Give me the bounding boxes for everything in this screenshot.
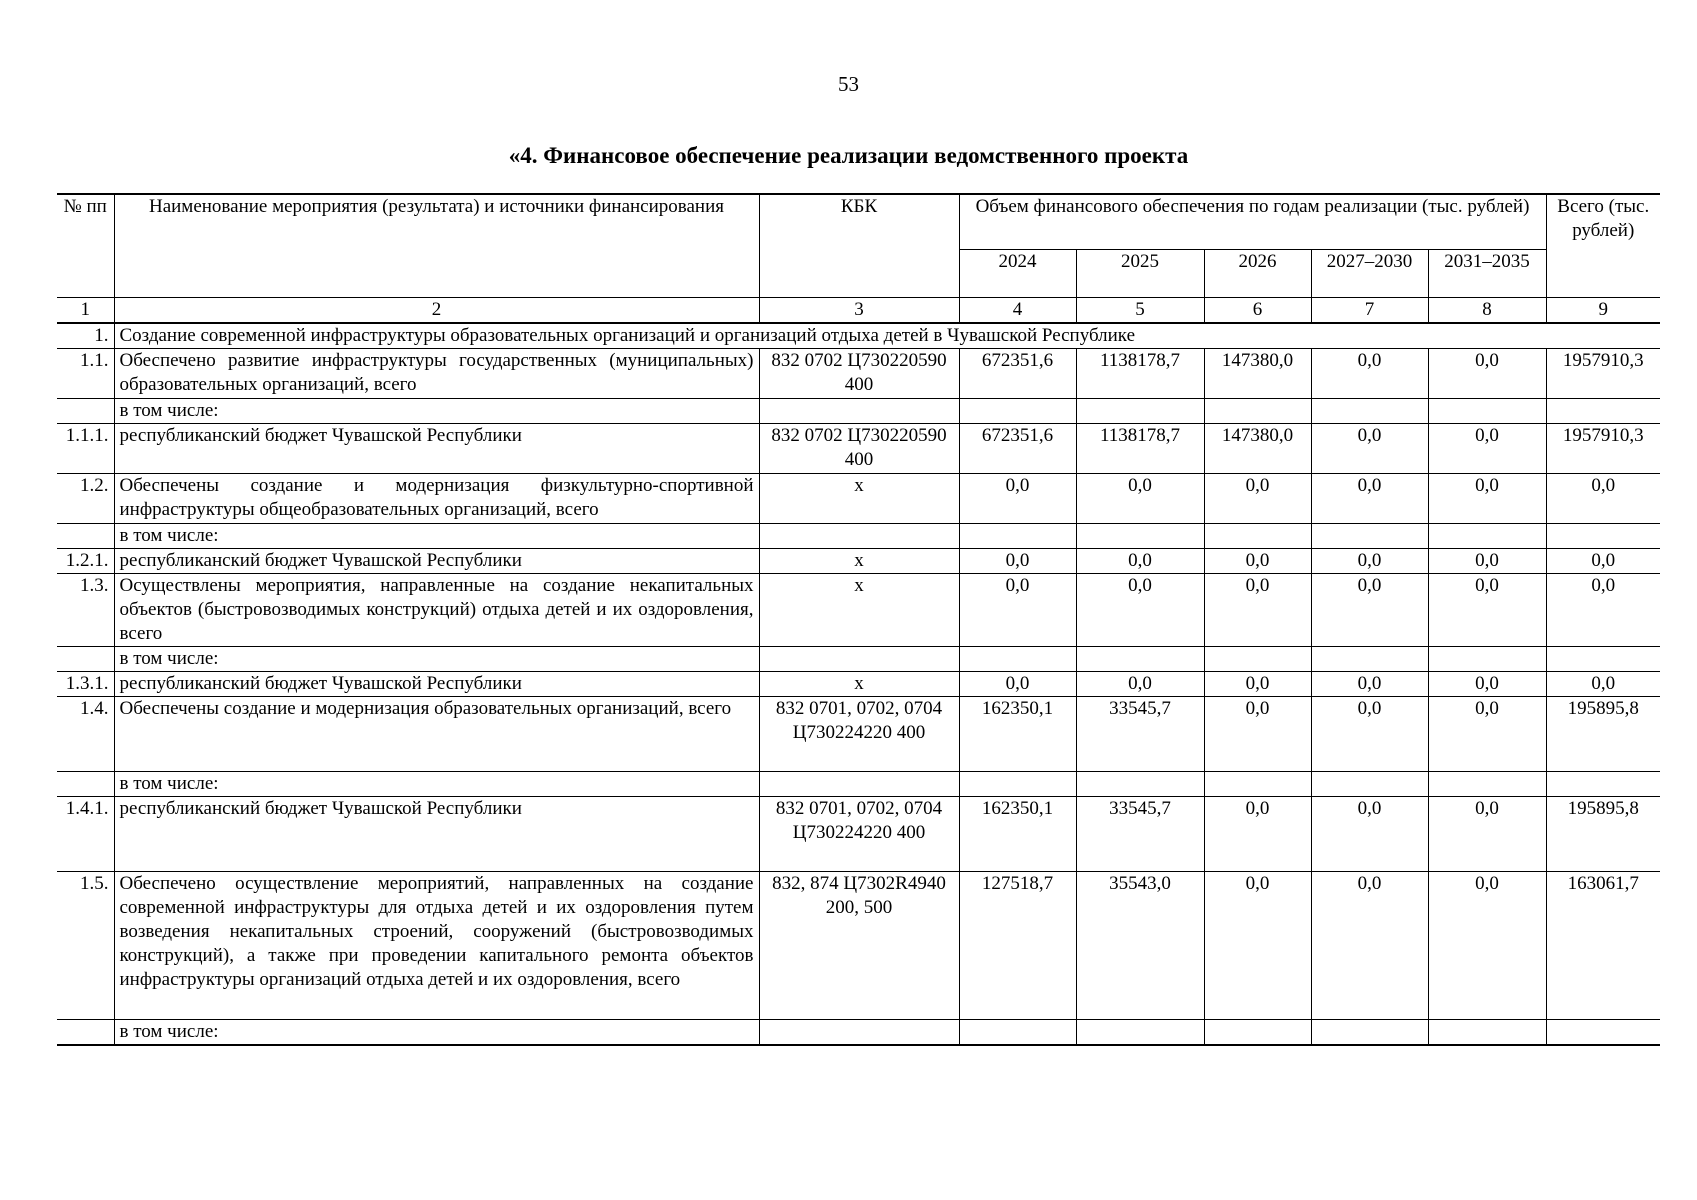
row-value-2026: 0,0: [1204, 671, 1311, 696]
row-value-2026: 0,0: [1204, 573, 1311, 646]
row-value-2026: [1204, 646, 1311, 671]
row-no: 1.1.1.: [57, 423, 114, 473]
row-value-2031-2035: 0,0: [1428, 348, 1546, 398]
table-row: [57, 1019, 1660, 1045]
row-kbk: [759, 523, 959, 548]
column-number: 8: [1428, 297, 1546, 323]
row-kbk: [759, 1019, 959, 1045]
row-value-2025: 1138178,7: [1076, 348, 1204, 398]
row-value-2026: [1204, 1019, 1311, 1045]
row-value-2025: 35543,0: [1076, 871, 1204, 1019]
row-value-2031-2035: [1428, 646, 1546, 671]
row-value-2025: 33545,7: [1076, 796, 1204, 871]
row-name: республиканский бюджет Чувашской Республики: [114, 423, 759, 473]
row-no: [57, 398, 114, 423]
row-value-2026: 0,0: [1204, 871, 1311, 1019]
row-name: республиканский бюджет Чувашской Республики: [114, 671, 759, 696]
row-kbk: 832 0702 Ц730220590 400: [759, 423, 959, 473]
row-value-2031-2035: 0,0: [1428, 548, 1546, 573]
row-no: 1.3.: [57, 573, 114, 646]
row-value-2024: 162350,1: [959, 796, 1076, 871]
row-kbk: [759, 398, 959, 423]
row-name: в том числе:: [114, 398, 759, 423]
row-value-2027-2030: 0,0: [1311, 796, 1428, 871]
row-value-2027-2030: 0,0: [1311, 671, 1428, 696]
row-no: [57, 771, 114, 796]
row-no: 1.4.: [57, 696, 114, 771]
row-total: 195895,8: [1546, 796, 1660, 871]
row-name: Обеспечены создание и модернизация физкультурно-спортивной инфраструктуры общеобразовательных организаций, всего: [114, 473, 759, 523]
header-no: № пп: [57, 194, 114, 297]
column-number: 6: [1204, 297, 1311, 323]
table-row: [57, 871, 1660, 1019]
header-year-2025: 2025: [1076, 249, 1204, 297]
header-kbk: КБК: [759, 194, 959, 297]
column-number: 3: [759, 297, 959, 323]
row-value-2024: [959, 1019, 1076, 1045]
row-value-2027-2030: [1311, 398, 1428, 423]
row-value-2024: [959, 523, 1076, 548]
row-name: Обеспечены создание и модернизация образовательных организаций, всего: [114, 696, 759, 771]
row-value-2024: 672351,6: [959, 348, 1076, 398]
header-name: Наименование мероприятия (результата) и источники финансирования: [114, 194, 759, 297]
row-value-2027-2030: 0,0: [1311, 473, 1428, 523]
row-kbk: x: [759, 573, 959, 646]
header-year-2024: 2024: [959, 249, 1076, 297]
row-value-2024: [959, 398, 1076, 423]
row-value-2025: 0,0: [1076, 473, 1204, 523]
row-value-2031-2035: [1428, 771, 1546, 796]
row-value-2024: 127518,7: [959, 871, 1076, 1019]
row-name: в том числе:: [114, 1019, 759, 1045]
row-value-2026: 0,0: [1204, 473, 1311, 523]
row-total: [1546, 398, 1660, 423]
row-total: [1546, 1019, 1660, 1045]
row-value-2024: 0,0: [959, 573, 1076, 646]
row-no: 1.5.: [57, 871, 114, 1019]
row-value-2025: 1138178,7: [1076, 423, 1204, 473]
header-year-2031-2035: 2031–2035: [1428, 249, 1546, 297]
row-total: 195895,8: [1546, 696, 1660, 771]
table-row: [57, 796, 1660, 871]
column-number: 5: [1076, 297, 1204, 323]
row-no: 1.3.1.: [57, 671, 114, 696]
row-total: 163061,7: [1546, 871, 1660, 1019]
row-value-2025: [1076, 398, 1204, 423]
table-row: [57, 398, 1660, 423]
row-value-2026: 0,0: [1204, 796, 1311, 871]
column-number: 4: [959, 297, 1076, 323]
table-row: [57, 696, 1660, 771]
row-no: 1.1.: [57, 348, 114, 398]
row-total: [1546, 771, 1660, 796]
row-total: 0,0: [1546, 573, 1660, 646]
table-row: [57, 671, 1660, 696]
row-value-2024: 0,0: [959, 548, 1076, 573]
row-name: республиканский бюджет Чувашской Республики: [114, 796, 759, 871]
header-volume: Объем финансового обеспечения по годам реализации (тыс. рублей): [959, 194, 1546, 249]
row-total: 0,0: [1546, 548, 1660, 573]
row-no: 1.4.1.: [57, 796, 114, 871]
row-value-2031-2035: [1428, 523, 1546, 548]
row-value-2025: [1076, 771, 1204, 796]
row-value-2027-2030: [1311, 771, 1428, 796]
table-header-row: [57, 194, 1660, 249]
row-value-2027-2030: [1311, 646, 1428, 671]
header-year-2027-2030: 2027–2030: [1311, 249, 1428, 297]
row-total: [1546, 523, 1660, 548]
row-value-2027-2030: 0,0: [1311, 348, 1428, 398]
row-value-2027-2030: 0,0: [1311, 696, 1428, 771]
row-name: в том числе:: [114, 523, 759, 548]
row-value-2031-2035: 0,0: [1428, 423, 1546, 473]
header-year-2026: 2026: [1204, 249, 1311, 297]
row-value-2026: [1204, 398, 1311, 423]
row-value-2025: [1076, 1019, 1204, 1045]
row-total: 1957910,3: [1546, 423, 1660, 473]
row-value-2025: 0,0: [1076, 671, 1204, 696]
row-kbk: x: [759, 548, 959, 573]
column-number: 9: [1546, 297, 1660, 323]
row-value-2027-2030: 0,0: [1311, 423, 1428, 473]
table-row: [57, 423, 1660, 473]
row-no: [57, 523, 114, 548]
table-row: [57, 548, 1660, 573]
row-value-2024: 0,0: [959, 671, 1076, 696]
row-kbk: 832 0701, 0702, 0704 Ц730224220 400: [759, 796, 959, 871]
row-value-2026: 0,0: [1204, 696, 1311, 771]
row-kbk: [759, 646, 959, 671]
row-kbk: 832 0701, 0702, 0704 Ц730224220 400: [759, 696, 959, 771]
row-no: [57, 1019, 114, 1045]
row-value-2026: 147380,0: [1204, 348, 1311, 398]
row-total: 1957910,3: [1546, 348, 1660, 398]
row-value-2026: 147380,0: [1204, 423, 1311, 473]
table-row: [57, 573, 1660, 646]
row-value-2027-2030: 0,0: [1311, 871, 1428, 1019]
row-value-2031-2035: 0,0: [1428, 796, 1546, 871]
row-value-2027-2030: 0,0: [1311, 548, 1428, 573]
row-no: 1.2.: [57, 473, 114, 523]
row-value-2025: 0,0: [1076, 548, 1204, 573]
row-value-2031-2035: [1428, 1019, 1546, 1045]
row-value-2027-2030: [1311, 523, 1428, 548]
row-value-2025: [1076, 523, 1204, 548]
row-value-2024: 0,0: [959, 473, 1076, 523]
table-row: [57, 771, 1660, 796]
row-kbk: 832 0702 Ц730220590 400: [759, 348, 959, 398]
table-row: [57, 348, 1660, 398]
row-value-2031-2035: 0,0: [1428, 573, 1546, 646]
row-value-2026: [1204, 771, 1311, 796]
financing-table: [57, 193, 1660, 1046]
table-row: [57, 646, 1660, 671]
row-value-2026: 0,0: [1204, 548, 1311, 573]
row-value-2025: 0,0: [1076, 573, 1204, 646]
row-value-2031-2035: 0,0: [1428, 871, 1546, 1019]
row-value-2031-2035: 0,0: [1428, 671, 1546, 696]
row-total: 0,0: [1546, 473, 1660, 523]
row-value-2024: 162350,1: [959, 696, 1076, 771]
column-number: 2: [114, 297, 759, 323]
row-name: Обеспечено осуществление мероприятий, направленных на создание современной инфраструктуры для отдыха детей и их оздоровления путем возведения некапитальных строений, сооружений (быстровозводимых конструкций), а также при проведении капитального ремонта объектов инфраструктуры организаций отдыха детей и их оздоровления, всего: [114, 871, 759, 1019]
column-number: 7: [1311, 297, 1428, 323]
section-name: Создание современной инфраструктуры образовательных организаций и организаций отдыха детей в Чувашской Республике: [114, 323, 1660, 349]
row-kbk: [759, 771, 959, 796]
row-value-2026: [1204, 523, 1311, 548]
row-value-2024: 672351,6: [959, 423, 1076, 473]
table-row: [57, 473, 1660, 523]
row-value-2025: [1076, 646, 1204, 671]
row-value-2025: 33545,7: [1076, 696, 1204, 771]
row-value-2031-2035: [1428, 398, 1546, 423]
row-value-2024: [959, 771, 1076, 796]
row-kbk: x: [759, 671, 959, 696]
row-value-2027-2030: 0,0: [1311, 573, 1428, 646]
column-numbers-row: [57, 297, 1660, 323]
row-value-2031-2035: 0,0: [1428, 473, 1546, 523]
page-number: 53: [838, 72, 859, 96]
row-total: [1546, 646, 1660, 671]
table-row: [57, 523, 1660, 548]
page-title: «4. Финансовое обеспечение реализации ведомственного проекта: [508, 143, 1189, 168]
section-no: 1.: [57, 323, 114, 349]
row-name: в том числе:: [114, 771, 759, 796]
row-name: Обеспечено развитие инфраструктуры государственных (муниципальных) образовательных организаций, всего: [114, 348, 759, 398]
row-name: республиканский бюджет Чувашской Республики: [114, 548, 759, 573]
row-kbk: 832, 874 Ц7302R4940 200, 500: [759, 871, 959, 1019]
row-no: [57, 646, 114, 671]
header-total: Всего (тыс. рублей): [1546, 194, 1660, 297]
row-name: в том числе:: [114, 646, 759, 671]
row-value-2027-2030: [1311, 1019, 1428, 1045]
section-row: [57, 323, 1660, 349]
row-value-2024: [959, 646, 1076, 671]
row-no: 1.2.1.: [57, 548, 114, 573]
row-kbk: x: [759, 473, 959, 523]
column-number: 1: [57, 297, 114, 323]
row-name: Осуществлены мероприятия, направленные на создание некапитальных объектов (быстровозводимых конструкций) отдыха детей и их оздоровления, всего: [114, 573, 759, 646]
row-total: 0,0: [1546, 671, 1660, 696]
row-value-2031-2035: 0,0: [1428, 696, 1546, 771]
